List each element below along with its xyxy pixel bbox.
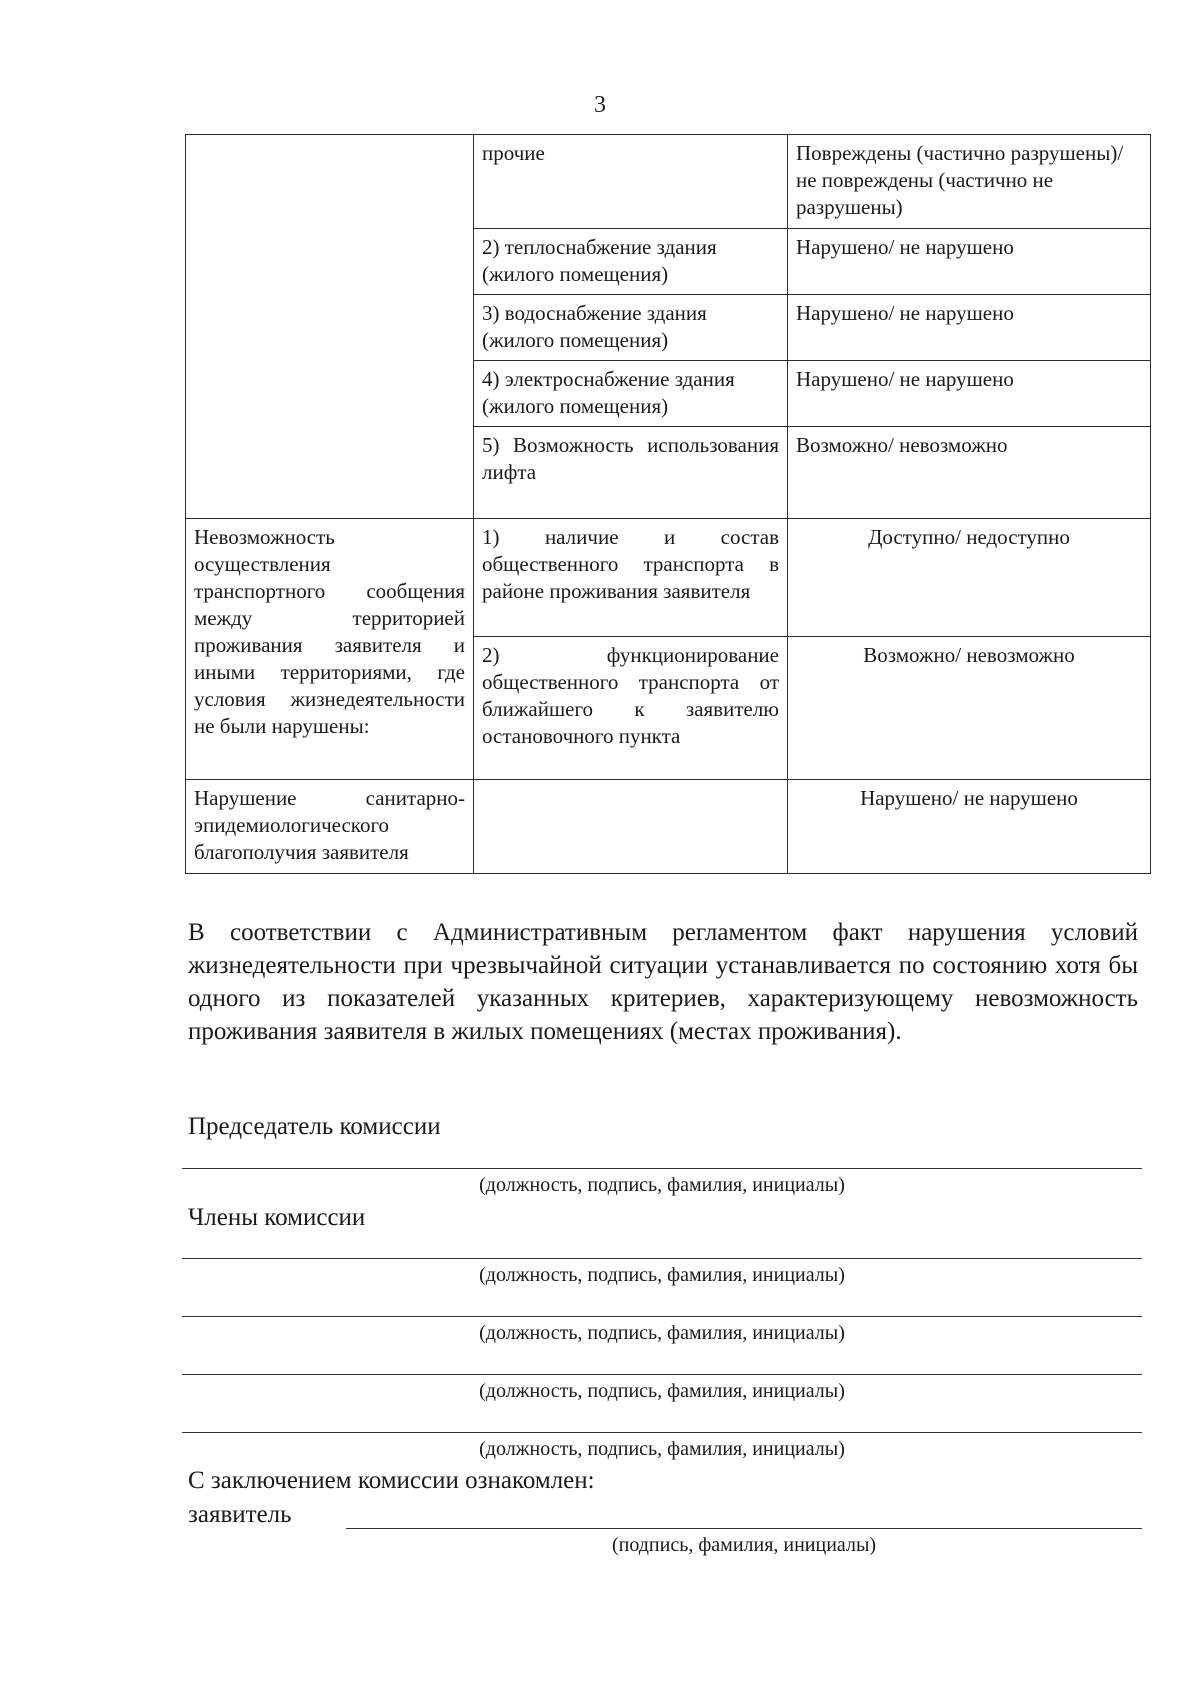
state-cell: Возможно/ невозможно (788, 427, 1151, 519)
indicator-cell-empty (474, 780, 788, 874)
state-cell: Возможно/ невозможно (788, 637, 1151, 780)
state-cell: Нарушено/ не нарушено (788, 295, 1151, 361)
signature-caption: (должность, подпись, фамилия, инициалы) (479, 1380, 845, 1402)
indicator-cell: 3) водоснабжение здания (жилого помещения) (474, 295, 788, 361)
member-signature-line (182, 1432, 1142, 1433)
applicant-label: заявитель (188, 1501, 292, 1528)
indicator-cell: 1) наличие и состав общественного транспорта в районе проживания заявителя (474, 519, 788, 637)
criterion-cell: Невозможность осуществления транспортного сообщения между территорией проживания заявителя и иными территориями, где условия жизнедеятельности не были нарушены: (186, 519, 474, 780)
criterion-cell: Нарушение санитарно-эпидемиологического благополучия заявителя (186, 780, 474, 874)
table-row (186, 519, 1151, 637)
state-cell: Повреждены (частично разрушены)/ не повреждены (частично не разрушены) (788, 135, 1151, 229)
chairman-label: Председатель комиссии (188, 1113, 441, 1140)
member-signature-line (182, 1374, 1142, 1375)
applicant-caption: (подпись, фамилия, инициалы) (611, 1534, 877, 1556)
member-signature-line (182, 1316, 1142, 1317)
signature-caption: (должность, подпись, фамилия, инициалы) (479, 1438, 845, 1460)
indicator-cell: 2) функционирование общественного транспорта от ближайшего к заявителю остановочного пункта (474, 637, 788, 780)
member-signature-line (182, 1258, 1142, 1259)
state-cell: Доступно/ недоступно (788, 519, 1151, 637)
page-number: 3 (594, 92, 606, 118)
signature-caption: (должность, подпись, фамилия, инициалы) (479, 1322, 845, 1344)
state-cell: Нарушено/ не нарушено (788, 361, 1151, 427)
table-row (186, 135, 1151, 229)
criteria-table (185, 134, 1151, 874)
indicator-cell: 4) электроснабжение здания (жилого помещения) (474, 361, 788, 427)
table-row (186, 780, 1151, 874)
signature-caption: (должность, подпись, фамилия, инициалы) (479, 1264, 845, 1286)
indicator-cell: 5) Возможность использования лифта (474, 427, 788, 519)
state-cell: Нарушено/ не нарушено (788, 780, 1151, 874)
acknowledged-label: С заключением комиссии ознакомлен: (188, 1467, 595, 1494)
signature-caption: (должность, подпись, фамилия, инициалы) (479, 1174, 845, 1196)
indicator-cell: прочие (474, 135, 788, 229)
indicator-cell: 2) теплоснабжение здания (жилого помещения) (474, 229, 788, 295)
chairman-signature-line (182, 1168, 1142, 1169)
applicant-signature-line (346, 1528, 1142, 1529)
criterion-cell-continued (186, 135, 474, 519)
members-label: Члены комиссии (188, 1204, 366, 1231)
state-cell: Нарушено/ не нарушено (788, 229, 1151, 295)
regulation-paragraph: В соответствии с Административным регламентом факт нарушения условий жизнедеятельности при чрезвычайной ситуации устанавливается по состоянию хотя бы одного из показателей указанных критериев, характеризующему невозможность проживания заявителя в жилых помещениях (местах проживания). (188, 919, 1138, 1045)
